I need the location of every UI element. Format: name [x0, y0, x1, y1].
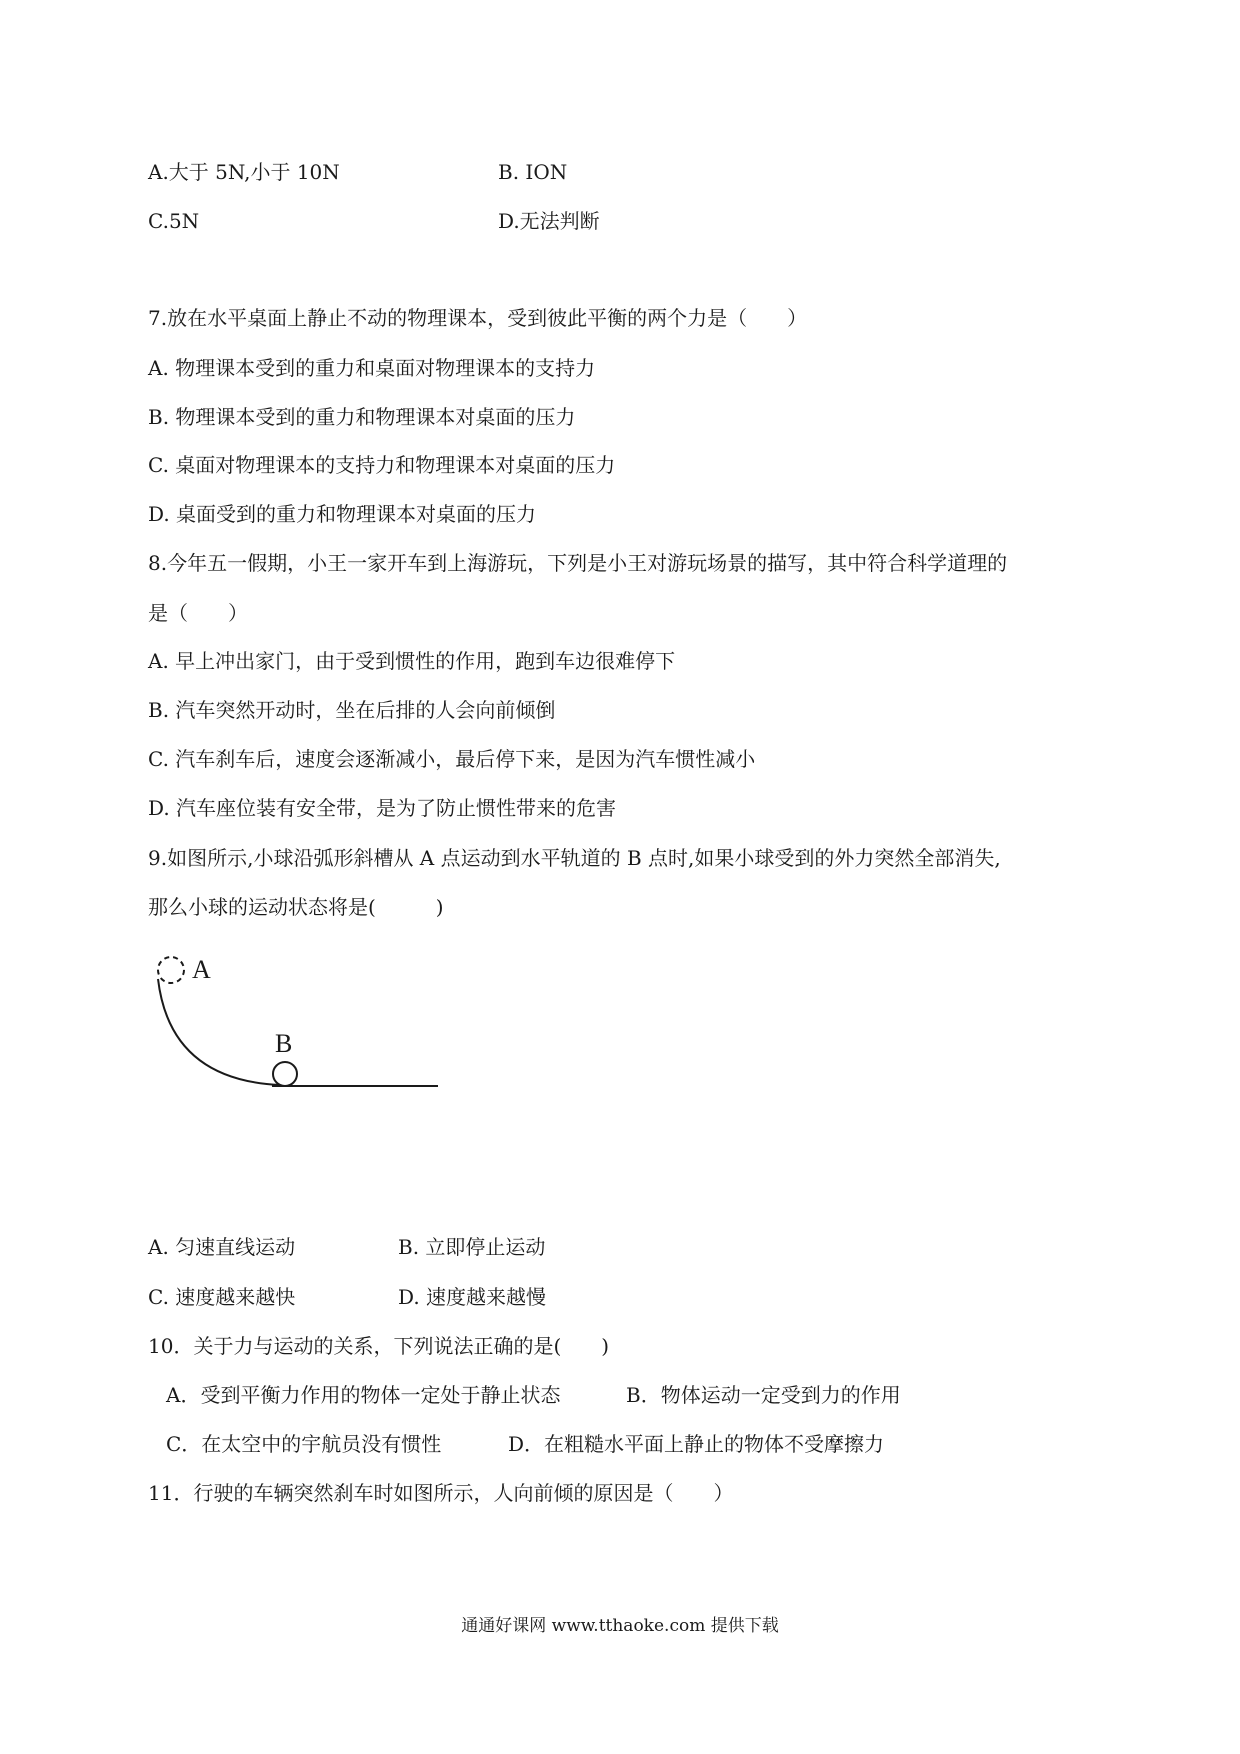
- q9-stem-line-1: 9.如图所示,小球沿弧形斜槽从 A 点运动到水平轨道的 B 点时,如果小球受到的外力突然全部消失,: [148, 846, 1001, 870]
- q7-option-b: B. 物理课本受到的重力和物理课本对桌面的压力: [148, 405, 576, 429]
- q7-option-a: A. 物理课本受到的重力和桌面对物理课本的支持力: [148, 356, 596, 380]
- q7-option-c: C. 桌面对物理课本的支持力和物理课本对桌面的压力: [148, 453, 616, 477]
- q10-option-b: B．物体运动一定受到力的作用: [626, 1383, 901, 1407]
- q9-option-a: A. 匀速直线运动: [148, 1235, 296, 1259]
- page-footer: 通通好课网 www.tthaoke.com 提供下载: [461, 1616, 779, 1636]
- q8-stem-line-2: 是（ ）: [148, 601, 248, 625]
- q10-option-d: D．在粗糙水平面上静止的物体不受摩擦力: [508, 1432, 885, 1456]
- q9-option-d: D. 速度越来越慢: [398, 1285, 547, 1309]
- q11-stem: 11．行驶的车辆突然刹车时如图所示，人向前倾的原因是（ ）: [148, 1481, 734, 1505]
- q10-stem: 10．关于力与运动的关系，下列说法正确的是( ): [148, 1334, 610, 1358]
- q9-option-c: C. 速度越来越快: [148, 1285, 296, 1309]
- q9-option-b: B. 立即停止运动: [398, 1235, 546, 1259]
- q10-option-c: C．在太空中的宇航员没有惯性: [166, 1432, 442, 1456]
- q9-stem-line-2: 那么小球的运动状态将是( ): [148, 895, 444, 919]
- q6-option-c: C.5N: [148, 209, 200, 233]
- q10-option-a: A．受到平衡力作用的物体一定处于静止状态: [166, 1383, 561, 1407]
- label-b: B: [275, 1029, 293, 1058]
- q6-option-b: B. ION: [498, 160, 568, 184]
- curved-track: [158, 979, 280, 1085]
- q8-option-c: C. 汽车刹车后，速度会逐渐减小，最后停下来，是因为汽车惯性减小: [148, 747, 756, 771]
- q9-track-figure: [140, 935, 450, 1105]
- q8-option-b: B. 汽车突然开动时，坐在后排的人会向前倾倒: [148, 698, 556, 722]
- q6-option-a: A.大于 5N,小于 10N: [148, 160, 340, 184]
- label-a: A: [192, 955, 211, 984]
- q8-stem-line-1: 8.今年五一假期，小王一家开车到上海游玩，下列是小王对游玩场景的描写，其中符合科学道理的: [148, 551, 1008, 575]
- q7-option-d: D. 桌面受到的重力和物理课本对桌面的压力: [148, 502, 537, 526]
- q7-stem: 7.放在水平桌面上静止不动的物理课本，受到彼此平衡的两个力是（ ）: [148, 306, 808, 330]
- ball-position-a: [158, 957, 184, 983]
- q8-option-a: A. 早上冲出家门，由于受到惯性的作用，跑到车边很难停下: [148, 649, 676, 673]
- q6-option-d: D.无法判断: [498, 209, 600, 233]
- q8-option-d: D. 汽车座位装有安全带，是为了防止惯性带来的危害: [148, 796, 617, 820]
- ball-position-b: [273, 1062, 297, 1086]
